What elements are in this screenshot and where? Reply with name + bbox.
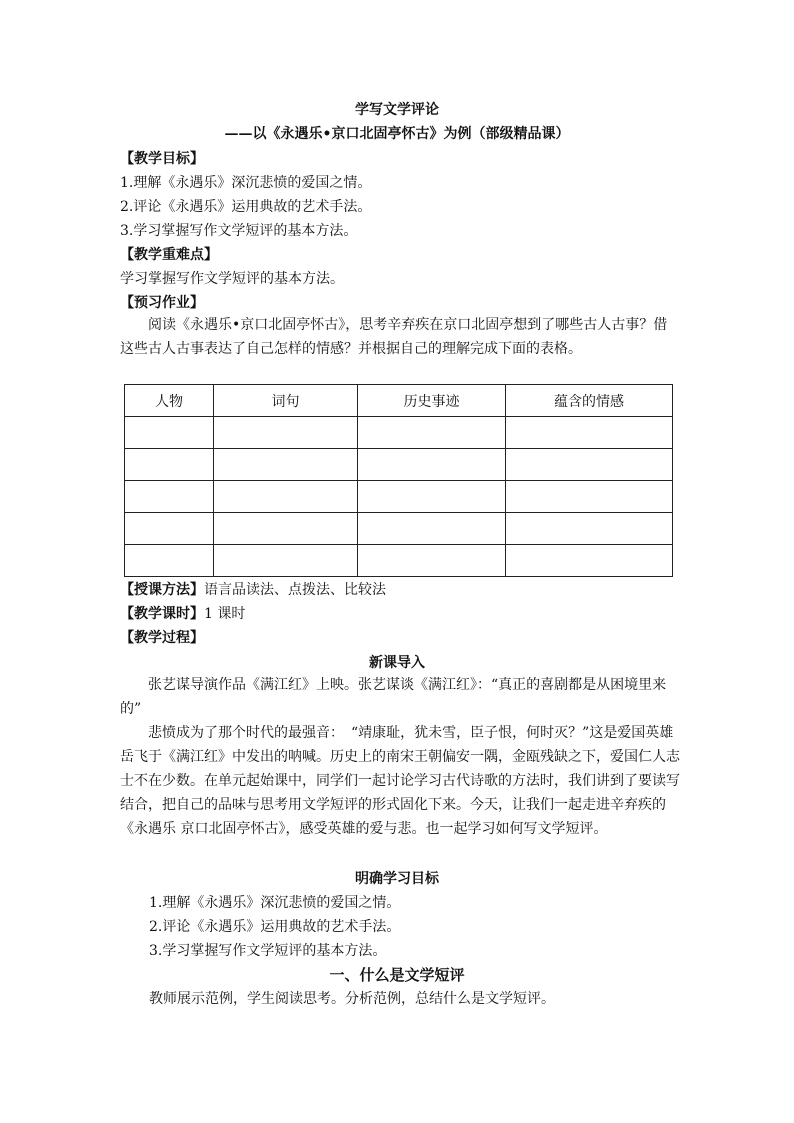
table-cell[interactable]: [358, 417, 506, 449]
section-1-title: 一、什么是文学短评: [329, 966, 465, 984]
table-cell[interactable]: [358, 545, 506, 577]
table-cell[interactable]: [125, 513, 214, 545]
process-heading: 【教学过程】: [120, 630, 204, 646]
objective-item-3: 3.学习掌握写作文学短评的基本方法。: [149, 943, 387, 959]
table-cell[interactable]: [214, 513, 358, 545]
key-points-text: 学习掌握写作文学短评的基本方法。: [120, 271, 344, 287]
document-title: 学写文学评论: [355, 102, 439, 118]
intro-title: 新课导入: [369, 655, 425, 671]
goal-item-3: 3.学习掌握写作文学短评的基本方法。: [120, 223, 358, 239]
table-cell[interactable]: [125, 545, 214, 577]
table-row: [125, 481, 673, 513]
objective-item-2: 2.评论《永遇乐》运用典故的艺术手法。: [149, 919, 401, 935]
document-subtitle: ——以《永遇乐•京口北固亭怀古》为例（部级精品课）: [224, 126, 570, 142]
table-cell[interactable]: [214, 449, 358, 481]
objective-item-1: 1.理解《永遇乐》深沉悲愤的爱国之情。: [149, 895, 401, 911]
goal-item-2: 2.评论《永遇乐》运用典故的艺术手法。: [120, 199, 372, 215]
table-row: [125, 449, 673, 481]
key-points-heading: 【教学重难点】: [120, 247, 218, 263]
table-cell[interactable]: [125, 417, 214, 449]
table-header-history: 历史事迹: [358, 385, 506, 417]
hours-label: 【教学课时】: [120, 606, 204, 622]
hours-value: 1 课时: [204, 606, 246, 622]
table-cell[interactable]: [214, 481, 358, 513]
table-cell[interactable]: [214, 417, 358, 449]
method-value: 语言品读法、点拨法、比较法: [204, 582, 386, 598]
table-cell[interactable]: [506, 481, 673, 513]
preview-table: [124, 384, 673, 577]
preview-text: 阅读《永遇乐•京口北固亭怀古》，思考辛弃疾在京口北固亭想到了哪些古人古事？借这些古人古事表达了自己怎样的情感？并根据自己的理解完成下面的表格。: [120, 317, 668, 357]
preview-heading: 【预习作业】: [120, 295, 204, 311]
table-header-lines: 词句: [214, 385, 358, 417]
method-line: [120, 581, 386, 599]
table-row: [125, 513, 673, 545]
hours-line: [120, 605, 245, 623]
table-cell[interactable]: [358, 481, 506, 513]
intro-paragraph-1: 张艺谋导演作品《满江红》上映。张艺谋谈《满江红》：“真正的喜剧都是从困境里来的”: [120, 677, 667, 717]
table-cell[interactable]: [358, 449, 506, 481]
goal-item-1: 1.理解《永遇乐》深沉悲愤的爱国之情。: [120, 175, 372, 191]
table-cell[interactable]: [506, 513, 673, 545]
goals-heading: 【教学目标】: [120, 151, 204, 167]
method-label: 【授课方法】: [120, 582, 204, 598]
table-cell[interactable]: [506, 545, 673, 577]
intro-paragraph-2: 悲愤成为了那个时代的最强音： “靖康耻，犹未雪，臣子恨，何时灭？”这是爱国英雄岳飞于《满江红》中发出的呐喊。历史上的南宋王朝偏安一隅，金瓯残缺之下，爱国仁人志士不在少数。在单元起始课中，同学们一起讨论学习古代诗歌的方法时，我们讲到了要读写结合，把自己的品味与思考用文学短评的形式固化下来。今天，让我们一起走进辛弃疾的《永遇乐 京口北固亭怀古》，感受英雄的爱与悲。也一起学习如何写文学短评。: [120, 725, 680, 837]
table-cell[interactable]: [506, 449, 673, 481]
table-cell[interactable]: [358, 513, 506, 545]
table-row: [125, 545, 673, 577]
table-header-person: 人物: [125, 385, 214, 417]
section-1-text: 教师展示范例，学生阅读思考。分析范例，总结什么是文学短评。: [149, 991, 555, 1007]
table-cell[interactable]: [214, 545, 358, 577]
table-header-emotion: 蕴含的情感: [506, 385, 673, 417]
table-cell[interactable]: [125, 481, 214, 513]
table-cell[interactable]: [506, 417, 673, 449]
table-row: [125, 417, 673, 449]
table-cell[interactable]: [125, 449, 214, 481]
table-header-row: [125, 385, 673, 417]
objectives-title: 明确学习目标: [355, 871, 439, 887]
